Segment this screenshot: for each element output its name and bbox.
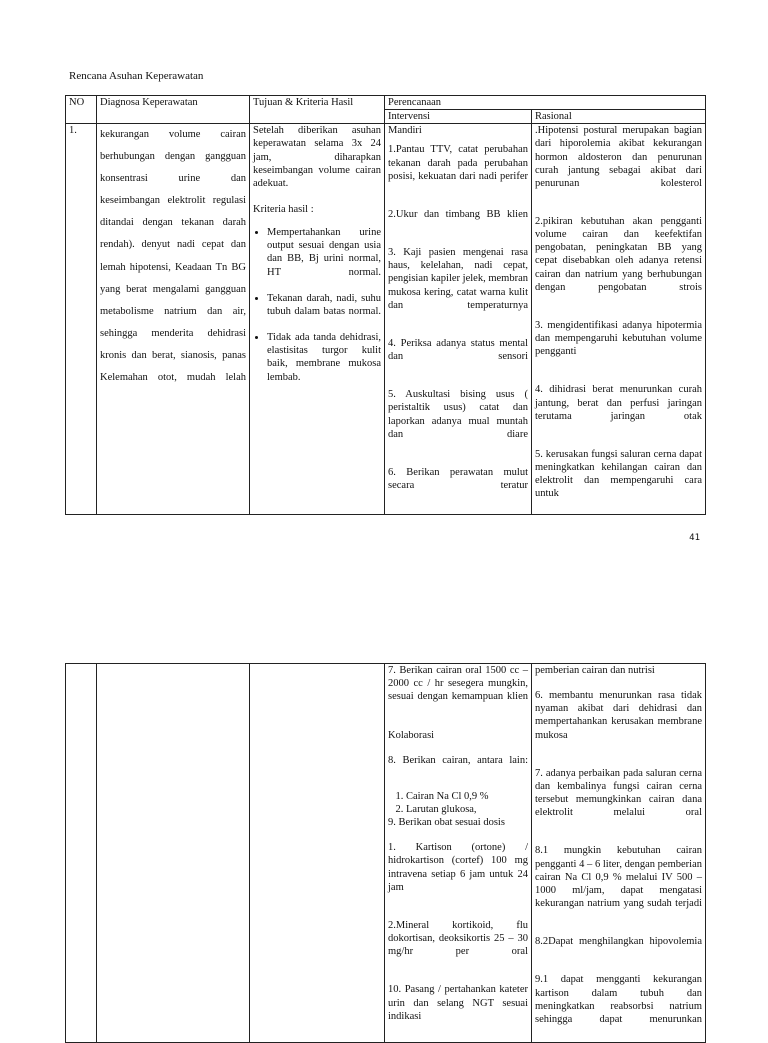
header-planning: Perencanaan	[385, 96, 706, 110]
rationale-item: pemberian cairan dan nutrisi	[535, 665, 655, 676]
intervention-item: 2.Ukur dan timbang BB klien	[388, 208, 528, 220]
intervention-cell	[385, 664, 532, 1043]
intervention-item: 1.Pantau TTV, catat perubahan tekanan darah pada perubahan posisi, kekuatan dari nadi perifer	[388, 144, 528, 182]
goal-intro: Setelah diberikan asuhan keperawatan selama 3x 24 jam, diharapkan keseimbangan volume cairan adekuat.	[253, 125, 381, 189]
list-item: • Mempertahankan urine output sesuai dengan usia dan BB, Bj urini normal, HT normal.	[267, 226, 381, 292]
goals-cell	[250, 124, 385, 514]
document-title: Rencana Asuhan Keperawatan	[69, 70, 204, 82]
rationale-item: 5. kerusakan fungsi saluran cerna dapat meningkatkan kehilangan cairan dan elektrolit dan mempengaruhi cara untuk	[535, 448, 702, 500]
rationale-item: 2.pikiran kebutuhan akan pengganti volume cairan dan keefektifan pengobatan, peningkatan BB yang cepat disebabkan oleh adanya retensi cairan dan natrium yang berhubungan dengan pengobatan strois	[535, 216, 702, 293]
table-row	[66, 124, 706, 514]
intervention-item: 10. Pasang / pertahankan kateter urin dan selang NGT sesuai indikasi	[388, 984, 528, 1022]
rationale-item: 9.1 dapat mengganti kekurangan kartison dalam tubuh dan meningkatkan reabsorbsi natrium sehingga dapat menurunkan	[535, 974, 702, 1025]
intervention-item: 1. Kartison (ortone) / hidrokartison (cortef) 100 mg intravena setiap 6 jam untuk 24 jam	[388, 842, 528, 893]
intervention-item: 7. Berikan cairan oral 1500 cc – 2000 cc / hr sesegera mungkin, sesuai dengan kemampuan klien	[388, 665, 528, 703]
rationale-item: 3. mengidentifikasi adanya hipotermia dan mempengaruhi kebutuhan volume pengganti	[535, 319, 702, 358]
list-item: • Tidak ada tanda dehidrasi, elastisitas turgor kulit baik, membrane mukosa lembab.	[267, 331, 381, 397]
rationale-item: 8.1 mungkin kebutuhan cairan pengganti 4 – 6 liter, dengan pemberian cairan Na Cl 0,9 % melalui IV 500 – 1000 ml/jam, dapat mengatasi kekurangan natrium yang sudah terjadi	[535, 845, 702, 909]
rationale-item: 4. dihidrasi berat menurunkan curah jantung, berat dan perfusi jaringan terutama jaringan otak	[535, 384, 702, 422]
rationale-item: 6. membantu menurunkan rasa tidak nyaman akibat dari dehidrasi dan mempertahankan kerusakan membrane mukosa	[535, 690, 702, 741]
header-diagnosis: Diagnosa Keperawatan	[97, 96, 250, 124]
diagnosis-cell	[97, 124, 250, 514]
list-item: 1. Cairan Na Cl 0,9 %	[406, 790, 528, 803]
intervention-item: 6. Berikan perawatan mulut secara teratur	[388, 466, 528, 491]
row-number	[66, 664, 97, 1043]
criteria-list	[253, 226, 381, 397]
intervention-item: 2.Mineral kortikoid, flu dokortisan, deoksikortis 25 – 30 mg/hr per oral	[388, 919, 528, 958]
intervention-item: 8. Berikan cairan, antara lain:	[388, 754, 528, 766]
rationale-cell	[532, 664, 706, 1043]
care-plan-table	[65, 95, 706, 515]
diagnosis-text: kekurangan volume cairan berhubungan dengan gangguan konsentrasi urine dan keseimbangan elektrolit regulasi ditandai dengan tekanan darah rendah). denyut nadi cepat dan lemah hipotensi, Keadaan Tn BG yang berat mengalami gangguan metabolisme natrium dan air, sehingga menderita dehidrasi kronis dan berat, sianosis, panas Kelemahan otot, mudah lelah	[100, 129, 246, 383]
diagnosis-cell	[97, 664, 250, 1043]
list-item: 2. Larutan glukosa,	[406, 803, 528, 816]
intervention-heading: Mandiri	[388, 125, 422, 137]
table-row	[66, 664, 706, 1043]
header-goals: Tujuan & Kriteria Hasil	[250, 96, 385, 124]
intervention-item: 5. Auskultasi bising usus ( peristaltik usus) catat dan laporkan adanya mual muntah dan diare	[388, 389, 528, 440]
intervention-item: 3. Kaji pasien mengenai rasa haus, kelelahan, nadi cepat, pengisian kapiler jelek, membran mukosa kering, catat warna kulit dan temperaturnya	[388, 247, 528, 311]
list-item: • Tekanan darah, nadi, suhu tubuh dalam batas normal.	[267, 292, 381, 331]
goals-cell	[250, 664, 385, 1043]
intervention-item: 4. Periksa adanya status mental dan sensori	[388, 337, 528, 362]
intervention-item: 9. Berikan obat sesuai dosis	[388, 817, 505, 829]
collaboration-heading: Kolaborasi	[388, 729, 435, 741]
care-plan-table-continued	[65, 663, 706, 1043]
criteria-label: Kriteria hasil :	[253, 204, 314, 215]
rationale-item: 8.2Dapat menghilangkan hipovolemia	[535, 936, 702, 948]
row-number: 1.	[66, 124, 97, 514]
intervention-cell	[385, 124, 532, 514]
rationale-item: 7. adanya perbaikan pada saluran cerna dan kembalinya fungsi cairan cerna tersebut memungkinkan cairan dana elektrolit melalui oral	[535, 767, 702, 819]
rationale-item: .Hipotensi postural merupakan bagian dari hiporolemia akibat kekurangan hormon aldosteron dan penurunan curah jantung sebagai akibat dari penurunan kolesterol	[535, 125, 702, 189]
fluid-list	[388, 790, 528, 816]
header-no: NO	[66, 96, 97, 124]
header-intervention: Intervensi	[385, 110, 532, 124]
header-rationale: Rasional	[532, 110, 706, 124]
page-number: 41	[689, 533, 700, 543]
rationale-cell	[532, 124, 706, 514]
header-row	[66, 96, 706, 110]
